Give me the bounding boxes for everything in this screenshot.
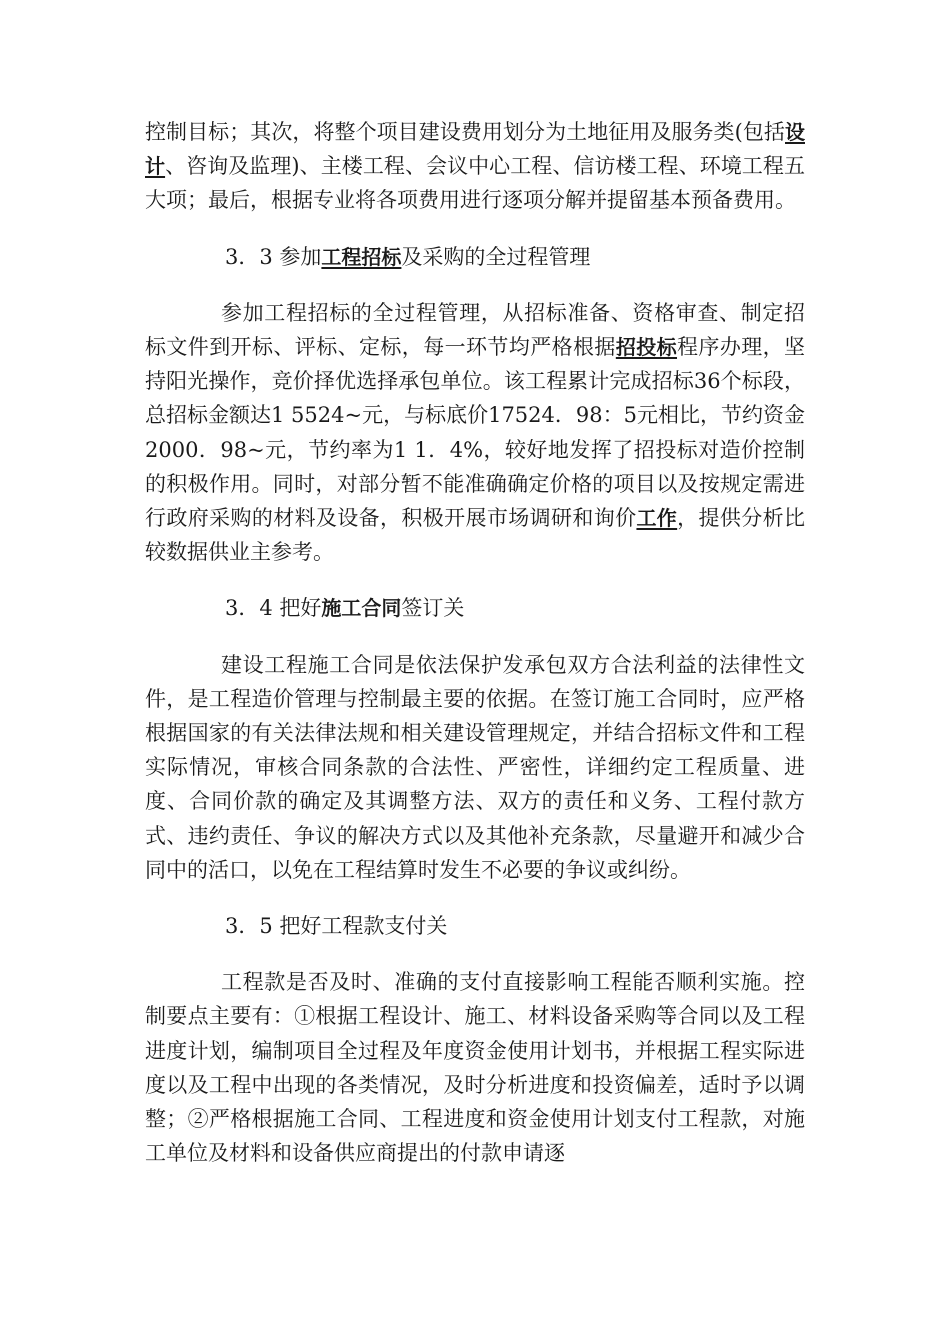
paragraph-text: 建设工程施工合同是依法保护发承包双方合法利益的法律性文件，是工程造价管理与控制最主要的依据。在签订施工合同时，应严格根据国家的有关法律法规和相关建设管理规定，并结合招标文件和工程实际情况，审核合同条款的合法性、严密性，详细约定工程质量、进度、合同价款的确定及其调整方法、双方的责任和义务、工程付款方式、违约责任、争议的解决方式以及其他补充条款，尽量避开和减少合同中的活口，以免在工程结算时发生不必要的争议或纠纷。 — [145, 652, 805, 882]
paragraph-bidding-process — [145, 296, 805, 570]
paragraph-text: 参加工程招标的全过程管理，从招标准备、资格审查、制定招标文件到开标、评标、定标，每一环节均严格根据 — [145, 300, 805, 360]
section-heading-3-4 — [145, 591, 805, 625]
keyword-link-bidding[interactable]: 工程招标 — [321, 244, 402, 269]
paragraph-payment — [145, 965, 805, 1170]
paragraph-text: 程序办理，坚持阳光操作，竞价择优选择承包单位。该工程累计完成招标36个标段，总招标金额达1 5524~元，与标底价17524．98：5元相比，节约资金2000．98~元，节约率为1 1．4%，较好地发挥了招投标对造价控制的积极作用。同时，对部分暂不能准确确定价格的项目以及按规定需进行政府采购的材料及设备，积极开展市场调研和询价 — [145, 335, 806, 531]
heading-text: 3．4 把好 — [225, 596, 322, 621]
paragraph-cost-breakdown — [145, 115, 805, 218]
paragraph-text: 、咨询及监理)、主楼工程、会议中心工程、信访楼工程、环境工程五大项；最后，根据专业将各项费用进行逐项分解并提留基本预备费用。 — [145, 154, 805, 213]
heading-text: 3．5 把好工程款支付关 — [225, 914, 448, 939]
section-heading-3-3 — [145, 240, 805, 274]
keyword-construction-contract: 施工合同 — [321, 596, 402, 621]
paragraph-text: 控制目标；其次，将整个项目建设费用划分为土地征用及服务类(包括 — [145, 120, 785, 144]
paragraph-text: ，提供分析比较数据供业主参考。 — [145, 506, 806, 565]
heading-text: 签订关 — [401, 596, 465, 621]
heading-text: 及采购的全过程管理 — [401, 244, 591, 269]
heading-text: 3．3 参加 — [225, 244, 322, 269]
document-page — [145, 115, 805, 1170]
section-heading-3-5 — [145, 909, 805, 943]
paragraph-contract — [145, 648, 805, 887]
keyword-link-tendering[interactable]: 招投标 — [615, 335, 678, 360]
keyword-link-design[interactable]: 设计 — [145, 120, 805, 179]
keyword-link-work[interactable]: 工作 — [636, 506, 678, 531]
paragraph-text: 工程款是否及时、准确的支付直接影响工程能否顺利实施。控制要点主要有：①根据工程设计、施工、材料设备采购等合同以及工程进度计划，编制项目全过程及年度资金使用计划书，并根据工程实际进度以及工程中出现的各类情况，及时分析进度和投资偏差，适时予以调整；②严格根据施工合同、工程进度和资金使用计划支付工程款，对施工单位及材料和设备供应商提出的付款申请逐 — [145, 970, 805, 1166]
